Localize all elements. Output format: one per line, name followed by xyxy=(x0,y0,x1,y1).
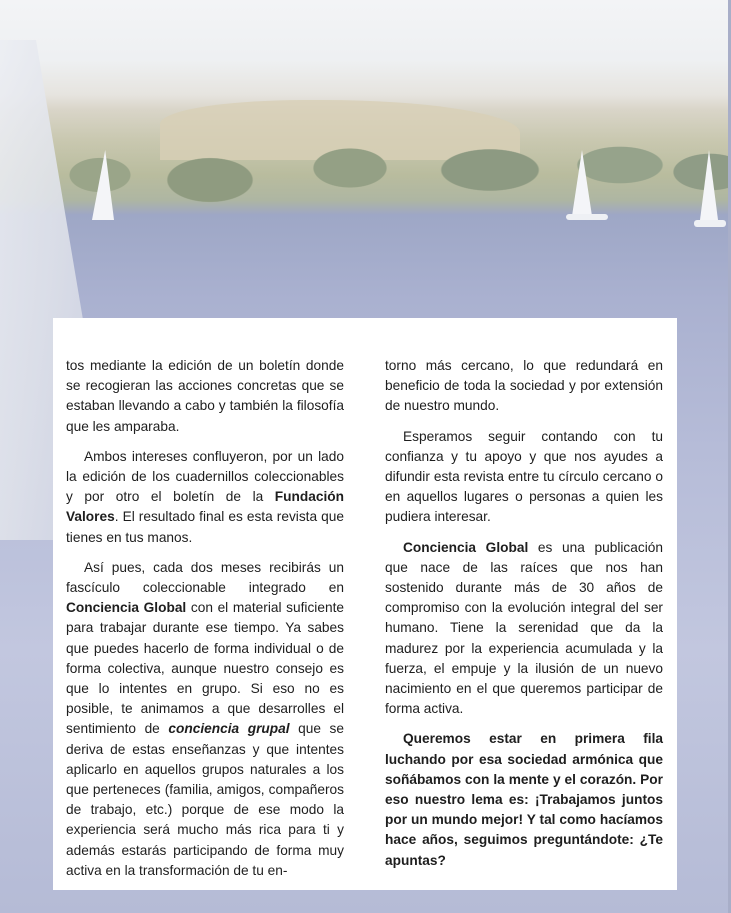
paragraph: tos mediante la edición de un boletín donde se recogieran las acciones concretas que se estaban llevando a cabo y también la filosofía que les amparaba. xyxy=(66,358,344,434)
closing-statement: Queremos estar en primera fila luchando por esa sociedad armónica que soñábamos con la mente y el corazón. Por eso nuestro lema es: ¡Trabajamos juntos por un mundo mejor! Y tal como hacíamos hace años, seguimos preguntándote: ¿Te apuntas? xyxy=(385,731,663,868)
paragraph: torno más cercano, lo que redundará en beneficio de toda la sociedad y por extensión de nuestro mundo. xyxy=(385,358,663,414)
magazine-name: Conciencia Global xyxy=(66,600,187,616)
paragraph xyxy=(66,447,344,548)
text: que se deriva de estas enseñanzas y que intentes aplicarlo en aquellos grupos naturales a los que perteneces (familia, amigos, compañeros de trabajo, etc.) porque de ese modo la experiencia será mucho más rica para ti y además estarás participando de forma muy activa en la transformación de tu en- xyxy=(66,721,344,878)
article-card xyxy=(53,318,677,890)
riverbank-trees xyxy=(60,120,731,210)
article-right-column xyxy=(385,356,663,881)
text: es una publicación que nace de las raíces que nos han sostenido durante más de 30 años de compromiso con la evolución integral del ser humano. Tiene la serenidad que da la madurez por la experiencia acumulada y la fuerza, el empuje y la ilusión de un nuevo nacimiento en el que queremos participar de forma activa. xyxy=(385,539,663,717)
magazine-name: Conciencia Global xyxy=(403,539,529,555)
sailboat-hull xyxy=(566,214,608,220)
sailboat-hull xyxy=(694,220,726,227)
foundation-name: Fundación Valores xyxy=(66,489,344,525)
text: Así pues, cada dos meses recibirás un fascículo coleccionable integrado en xyxy=(66,559,344,596)
text: con el material suficiente para trabajar durante ese tiempo. Ya sabes que puedes hacerlo de forma individual o de forma colectiva, aunque nuestro consejo es que lo intentes en grupo. Si eso no es posible, te animamos a que desarrolles el sentimiento de xyxy=(66,600,344,737)
paragraph xyxy=(66,558,344,881)
text: . El resultado final es esta revista que tienes en tus manos. xyxy=(66,509,344,545)
article-left-column xyxy=(66,356,344,891)
paragraph xyxy=(385,538,663,720)
text: Ambos intereses confluyeron, por un lado la edición de los cuadernillos coleccionables y por otro el boletín de la xyxy=(66,448,344,505)
paragraph: Esperamos seguir contando con tu confianza y tu apoyo y que nos ayudes a difundir esta revista entre tu círculo cercano o en aquellos lugares o personas a quien les pudiera interesar. xyxy=(385,428,663,525)
emphasis-term: conciencia grupal xyxy=(168,721,290,737)
